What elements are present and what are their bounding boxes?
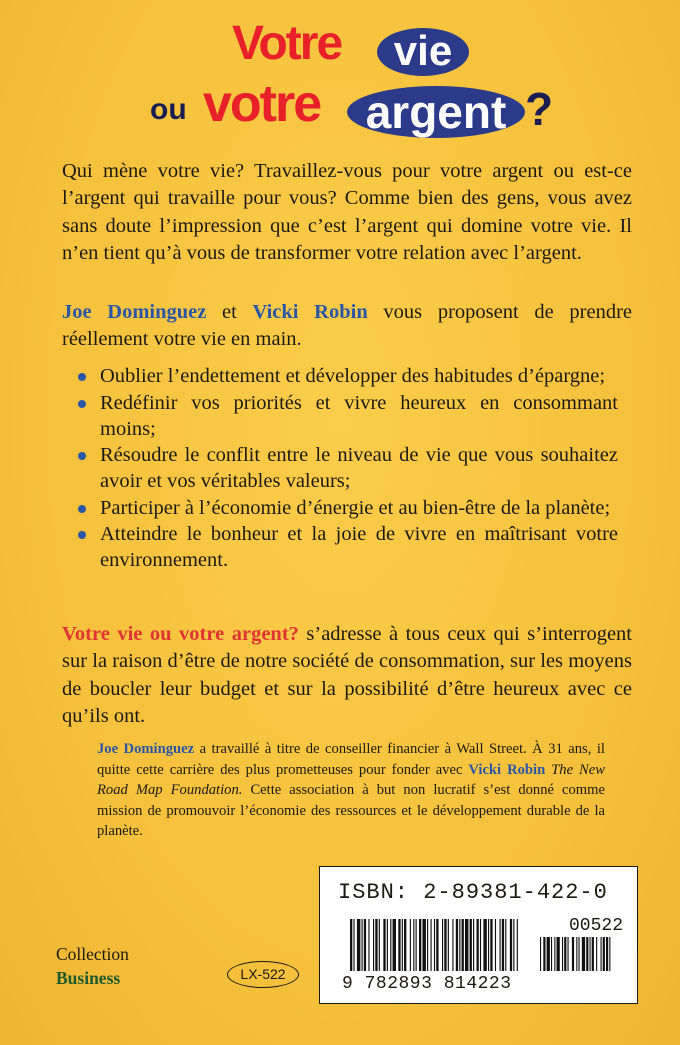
barcode-bar xyxy=(436,919,438,971)
barcode-bar xyxy=(459,919,460,971)
barcode-bar xyxy=(592,937,594,971)
barcode-bar xyxy=(572,937,574,971)
list-item xyxy=(78,390,618,442)
barcode-bar xyxy=(398,919,400,971)
title-word-ou: ou xyxy=(150,93,187,126)
list-item xyxy=(78,442,618,494)
barcode-bar xyxy=(364,919,366,971)
title-question-mark: ? xyxy=(525,83,554,135)
barcode-bar xyxy=(517,919,518,971)
bio-foundation-name: The New Road Map Foundation. xyxy=(97,761,605,799)
bio-author-vicki: Vicki Robin xyxy=(468,761,546,778)
barcode-bar xyxy=(551,937,552,971)
barcode-bar xyxy=(543,937,545,971)
barcode-bar xyxy=(488,919,489,971)
barcode-bar xyxy=(387,919,388,971)
barcode-bar xyxy=(402,919,403,971)
barcode-bar xyxy=(383,919,385,971)
barcode-bar xyxy=(375,919,377,971)
barcode-bar xyxy=(505,919,506,971)
barcode-bar xyxy=(564,937,566,971)
barcode-bar xyxy=(362,919,363,971)
barcode-bar xyxy=(483,919,486,971)
barcode-bar xyxy=(413,919,414,971)
author-vicki-robin: Vicki Robin xyxy=(252,301,368,323)
barcode-bar xyxy=(562,937,563,971)
author-bio xyxy=(97,739,605,842)
barcode-bar xyxy=(419,919,421,971)
isbn-number: ISBN: 2-89381-422-0 xyxy=(338,880,608,905)
barcode-bar xyxy=(444,919,446,971)
bio-part1: a travaillé à titre de conseiller financier à Wall Street. À 31 ans, il quitte cette carrière des plus prometteuses pour fonder avec xyxy=(97,741,605,778)
barcode-bar xyxy=(431,919,432,971)
barcode-bar xyxy=(452,919,453,971)
barcode-bar xyxy=(416,919,417,971)
barcode-bar xyxy=(448,919,449,971)
barcode-bar xyxy=(410,919,411,971)
barcode-bar xyxy=(350,919,352,971)
title-word-votre-2: votre xyxy=(203,75,321,133)
list-item xyxy=(78,521,618,573)
barcode-bar xyxy=(393,919,396,971)
barcode-bar xyxy=(456,919,458,971)
bio-part2: Cette association à but non lucratif s’est donné comme mission de promouvoir l’économie des ressources et le développement durable de la planète. xyxy=(97,782,605,840)
title-word-argent: argent xyxy=(365,86,507,138)
bullet-dot-icon xyxy=(78,452,86,460)
barcode-bar xyxy=(540,937,541,971)
barcode-bar xyxy=(495,919,496,971)
catalog-code: LX-522 xyxy=(227,961,299,988)
barcode-bar xyxy=(390,919,391,971)
book-title-inline: Votre vie ou votre argent? xyxy=(62,623,299,645)
barcode-bar xyxy=(442,919,443,971)
barcode-bar xyxy=(434,919,435,971)
barcode-bar xyxy=(473,919,474,971)
barcode-bar xyxy=(462,919,464,971)
barcode-bar xyxy=(470,919,472,971)
barcode-bar xyxy=(477,919,479,971)
barcode-bar xyxy=(582,937,585,971)
bullet-dot-icon xyxy=(78,400,86,408)
barcode-bar xyxy=(606,937,608,971)
barcode-bar xyxy=(609,937,610,971)
barcode-bar xyxy=(480,919,481,971)
list-item-text: Résoudre le conflit entre le niveau de vie que vous souhaitez avoir et vos véritables valeurs; xyxy=(100,444,618,492)
barcode-bar xyxy=(502,919,504,971)
book-title xyxy=(0,18,680,138)
barcode-bar xyxy=(490,919,492,971)
bullet-dot-icon xyxy=(78,505,86,513)
closing-rest: s’adresse à tous ceux qui s’interrogent sur la raison d’être de notre société de consommation, sur les moyens de boucler leur budget et sur la possibilité d’être heureux avec ce qu’ils ont. xyxy=(62,623,632,727)
barcode-bar xyxy=(427,919,428,971)
barcode-bar xyxy=(568,937,569,971)
collection-name: Business xyxy=(56,968,121,988)
title-pill-argent xyxy=(347,86,525,138)
barcode-supplement: 00522 xyxy=(568,916,623,936)
bio-author-joe: Joe Dominguez xyxy=(97,741,195,757)
list-item xyxy=(78,495,618,521)
list-item xyxy=(78,363,618,389)
barcode-bar xyxy=(510,919,512,971)
barcode-bar xyxy=(554,937,555,971)
list-item-text: Participer à l’économie d’énergie et au bien-être de la planète; xyxy=(100,496,611,519)
barcode-bar xyxy=(547,937,550,971)
barcode-bar xyxy=(579,937,580,971)
barcode-bar xyxy=(586,937,588,971)
title-word-vie: vie xyxy=(393,27,453,74)
barcode-box xyxy=(319,866,638,1004)
intro-paragraph: Qui mène votre vie? Travaillez-vous pour votre argent ou est-ce l’argent qui travaille pour vous? Comme bien des gens, vous avez sans doute l’impression que c’est l’argent qui domine votre vie. Il n’en tient qu’à vous de transformer votre relation avec l’argent. xyxy=(62,160,632,264)
barcode-bar xyxy=(373,919,374,971)
list-item-text: Atteindre le bonheur et la joie de vivre en maîtrisant votre environnement. xyxy=(100,523,618,571)
barcode-bar xyxy=(404,919,406,971)
barcode-bar xyxy=(557,937,560,971)
barcode-icon xyxy=(350,919,618,971)
barcode-bar xyxy=(357,919,360,971)
barcode-bar xyxy=(513,919,514,971)
barcode-bar xyxy=(422,919,425,971)
collection-word: Collection xyxy=(56,944,129,964)
barcode-bar xyxy=(379,919,380,971)
barcode-bar xyxy=(465,919,468,971)
author-joe-dominguez: Joe Dominguez xyxy=(62,301,207,323)
list-item-text: Redéfinir vos priorités et vivre heureux en consommant moins; xyxy=(100,391,618,440)
barcode-bar xyxy=(596,937,597,971)
barcode-bar xyxy=(603,937,605,971)
barcode-bar xyxy=(500,919,501,971)
title-word-votre: Votre xyxy=(232,17,342,70)
authors-sentence xyxy=(62,299,632,354)
barcode-bar xyxy=(576,937,577,971)
ean-number: 9 782893 814223 xyxy=(342,974,512,994)
authors-connector: et xyxy=(206,301,253,323)
closing-paragraph xyxy=(62,621,632,730)
barcode-bar xyxy=(368,919,369,971)
benefits-list xyxy=(78,363,618,574)
collection-label xyxy=(56,942,129,990)
barcode-bar xyxy=(590,937,591,971)
authors-sentence-rest: vous proposent de prendre réellement votre vie en main. xyxy=(62,301,633,351)
list-item-text: Oublier l’endettement et développer des habitudes d’épargne; xyxy=(100,365,606,387)
barcode-bar xyxy=(601,937,602,971)
title-pill-vie xyxy=(377,28,469,76)
barcode-bar xyxy=(353,919,354,971)
bullet-dot-icon xyxy=(78,373,86,381)
bullet-dot-icon xyxy=(78,531,86,539)
